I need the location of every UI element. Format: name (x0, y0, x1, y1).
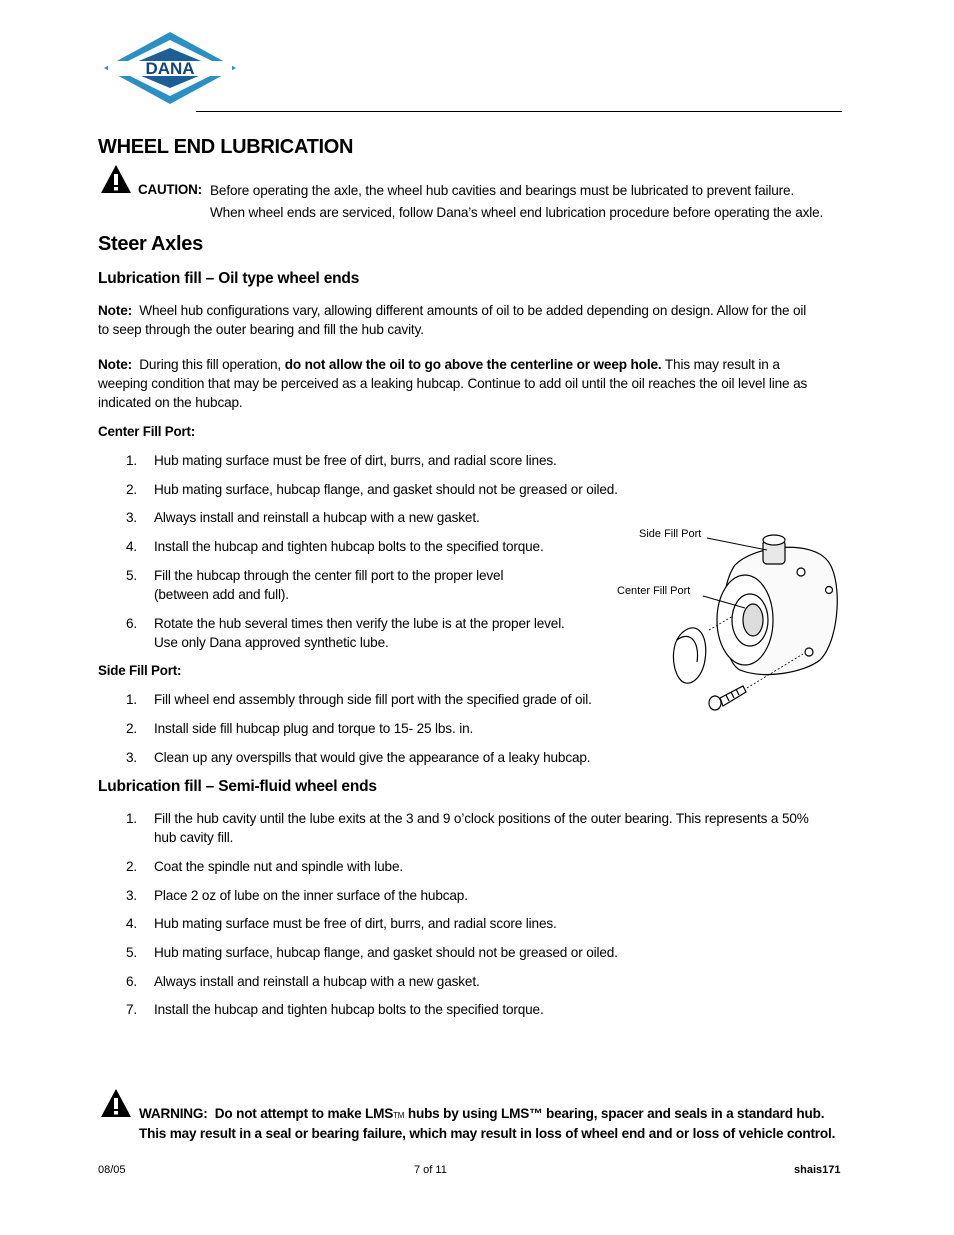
note-2-bold: do not allow the oil to go above the centerline or weep hole. (284, 357, 662, 372)
list-item-text: Hub mating surface, hubcap flange, and gasket should not be greased or oiled. (154, 482, 618, 497)
list-item-number: 1. (126, 811, 138, 826)
list-item-text: Fill the hubcap through the center fill port to the proper level (154, 568, 504, 583)
list-item-text: Hub mating surface must be free of dirt, burrs, and radial score lines. (154, 916, 557, 931)
list-item-text: hub cavity fill. (154, 830, 234, 845)
list-item-text: Fill wheel end assembly through side fill port with the specified grade of oil. (154, 692, 592, 707)
list-item-number: 4. (126, 916, 138, 931)
list-item-number: 6. (126, 974, 138, 989)
list-item-text: Coat the spindle nut and spindle with lube. (154, 859, 403, 874)
note-1-label: Note: (98, 303, 132, 318)
list-item-text: Install the hubcap and tighten hubcap bolts to the specified torque. (154, 1002, 544, 1017)
figure-side-fill-label: Side Fill Port (639, 528, 702, 540)
list-item-number: 5. (126, 568, 138, 583)
warning-label: WARNING: (139, 1106, 208, 1121)
hubcap (673, 628, 705, 683)
list-item-number: 7. (126, 1002, 138, 1017)
list-item-number: 2. (126, 482, 138, 497)
list-item-number: 3. (126, 510, 138, 525)
list-item-number: 5. (126, 945, 138, 960)
list-item-number: 2. (126, 859, 138, 874)
note-2 (98, 355, 780, 374)
list-item-number: 2. (126, 721, 138, 736)
list-item-text: Hub mating surface must be free of dirt, burrs, and radial score lines. (154, 453, 557, 468)
caution-line-1: Before operating the axle, the wheel hub cavities and bearings must be lubricated to prevent failure. (210, 183, 795, 198)
list-item-text: Always install and reinstall a hubcap with a new gasket. (154, 510, 480, 525)
center-fill-port-label: Center Fill Port: (98, 424, 196, 439)
hub-diagram (605, 520, 855, 715)
note-2-label: Note: (98, 357, 132, 372)
note-1-line-1: Wheel hub configurations vary, allowing different amounts of oil to be added depending on design. Allow for the oil (139, 303, 807, 318)
note-1-line-2: to seep through the outer bearing and fill the hub cavity. (98, 322, 424, 337)
side-fill-port-label: Side Fill Port: (98, 663, 182, 678)
caution-line-2: When wheel ends are serviced, follow Dana’s wheel end lubrication procedure before operating the axle. (210, 205, 824, 220)
warning-tm: TM (393, 1111, 405, 1120)
caution-label: CAUTION: (138, 182, 202, 197)
hubcap-bolt (709, 686, 746, 710)
footer-doc-id: shais171 (794, 1164, 841, 1176)
list-item-text: Install side fill hubcap plug and torque to 15- 25 lbs. in. (154, 721, 474, 736)
list-item-number: 1. (126, 692, 138, 707)
note-2-post: This may result in a (664, 357, 780, 372)
caution-icon (100, 164, 132, 194)
list-item-text: Always install and reinstall a hubcap with a new gasket. (154, 974, 480, 989)
list-item-text: Rotate the hub several times then verify the lube is at the proper level. (154, 616, 565, 631)
list-item-text: Fill the hub cavity until the lube exits at the 3 and 9 o’clock positions of the outer bearing. This represents a 50% (154, 811, 809, 826)
list-item-number: 4. (126, 539, 138, 554)
list-item-number: 3. (126, 888, 138, 903)
semi-fluid-section-heading: Lubrication fill – Semi-fluid wheel ends (98, 778, 377, 795)
list-item-number: 1. (126, 453, 138, 468)
header-rule (196, 111, 842, 112)
list-item-text: Clean up any overspills that would give the appearance of a leaky hubcap. (154, 750, 591, 765)
list-item-text: Place 2 oz of lube on the inner surface of the hubcap. (154, 888, 468, 903)
logo-text: DANA (145, 59, 195, 78)
list-item-text: (between add and full). (154, 587, 289, 602)
note-2-line-3: indicated on the hubcap. (98, 395, 243, 410)
list-item-text: Use only Dana approved synthetic lube. (154, 635, 389, 650)
figure-center-fill-label: Center Fill Port (617, 585, 691, 597)
page-title: WHEEL END LUBRICATION (98, 136, 354, 158)
note-1 (98, 301, 806, 320)
warning-line-1b: hubs by using LMS™ bearing, spacer and seals in a standard hub. (407, 1106, 825, 1121)
footer-date: 08/05 (98, 1164, 126, 1176)
list-item-text: Hub mating surface, hubcap flange, and gasket should not be greased or oiled. (154, 945, 618, 960)
section-heading-steer-axles: Steer Axles (98, 233, 203, 255)
note-2-line-2: weeping condition that may be perceived as a leaking hubcap. Continue to add oil until the oil reaches the oil level line as (98, 376, 808, 391)
oil-section-heading: Lubrication fill – Oil type wheel ends (98, 270, 360, 287)
list-item-text: Install the hubcap and tighten hubcap bolts to the specified torque. (154, 539, 544, 554)
warning-line-2: This may result in a seal or bearing failure, which may result in loss of wheel end and or loss of vehicle control. (139, 1126, 836, 1141)
footer-page-number: 7 of 11 (414, 1164, 447, 1176)
warning-line-1 (139, 1106, 824, 1121)
list-item-number: 6. (126, 616, 138, 631)
warning-line-1a: Do not attempt to make LMS (214, 1106, 394, 1121)
dana-logo (100, 28, 240, 108)
warning-icon (100, 1088, 132, 1118)
note-2-pre: During this fill operation, (139, 357, 282, 372)
list-item-number: 3. (126, 750, 138, 765)
